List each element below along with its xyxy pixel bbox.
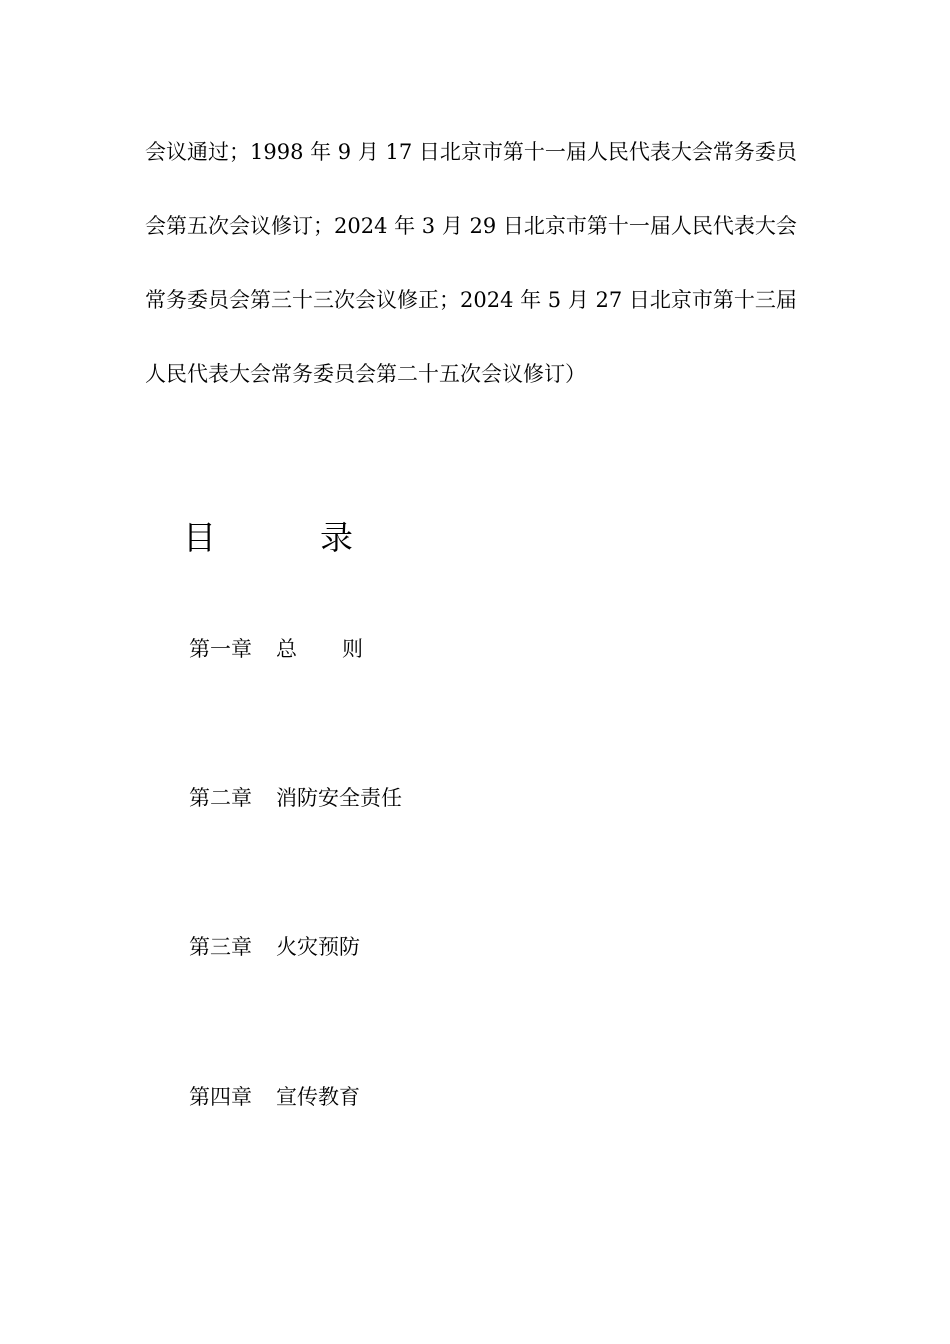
heading-char: 录	[320, 518, 353, 557]
paragraph-line: 会第五次会议修订；2024 年 3 月 29 日北京市第十一届人民代表大会	[145, 214, 797, 238]
toc-entry-chapter-2	[189, 781, 402, 815]
chapter-title-part: 总	[276, 637, 297, 661]
legislative-history-paragraph	[145, 130, 810, 426]
heading-char: 目	[183, 518, 216, 557]
toc-entry-chapter-3	[189, 930, 360, 964]
toc-entry-chapter-4	[189, 1080, 360, 1114]
chapter-number: 第四章	[189, 1085, 252, 1109]
paragraph-line: 常务委员会第三十三次会议修正；2024 年 5 月 27 日北京市第十三届	[145, 288, 797, 312]
paragraph-line: 人民代表大会常务委员会第二十五次会议修订）	[145, 362, 586, 386]
table-of-contents-heading	[183, 513, 353, 563]
chapter-title-part: 则	[342, 637, 363, 661]
chapter-title: 消防安全责任	[276, 786, 402, 810]
chapter-number: 第一章	[189, 637, 252, 661]
chapter-title	[276, 632, 363, 666]
toc-entry-chapter-1	[189, 632, 363, 666]
chapter-number: 第二章	[189, 786, 252, 810]
chapter-number: 第三章	[189, 935, 252, 959]
chapter-title: 宣传教育	[276, 1085, 360, 1109]
paragraph-line: 会议通过；1998 年 9 月 17 日北京市第十一届人民代表大会常务委员	[145, 140, 797, 164]
chapter-title: 火灾预防	[276, 935, 360, 959]
